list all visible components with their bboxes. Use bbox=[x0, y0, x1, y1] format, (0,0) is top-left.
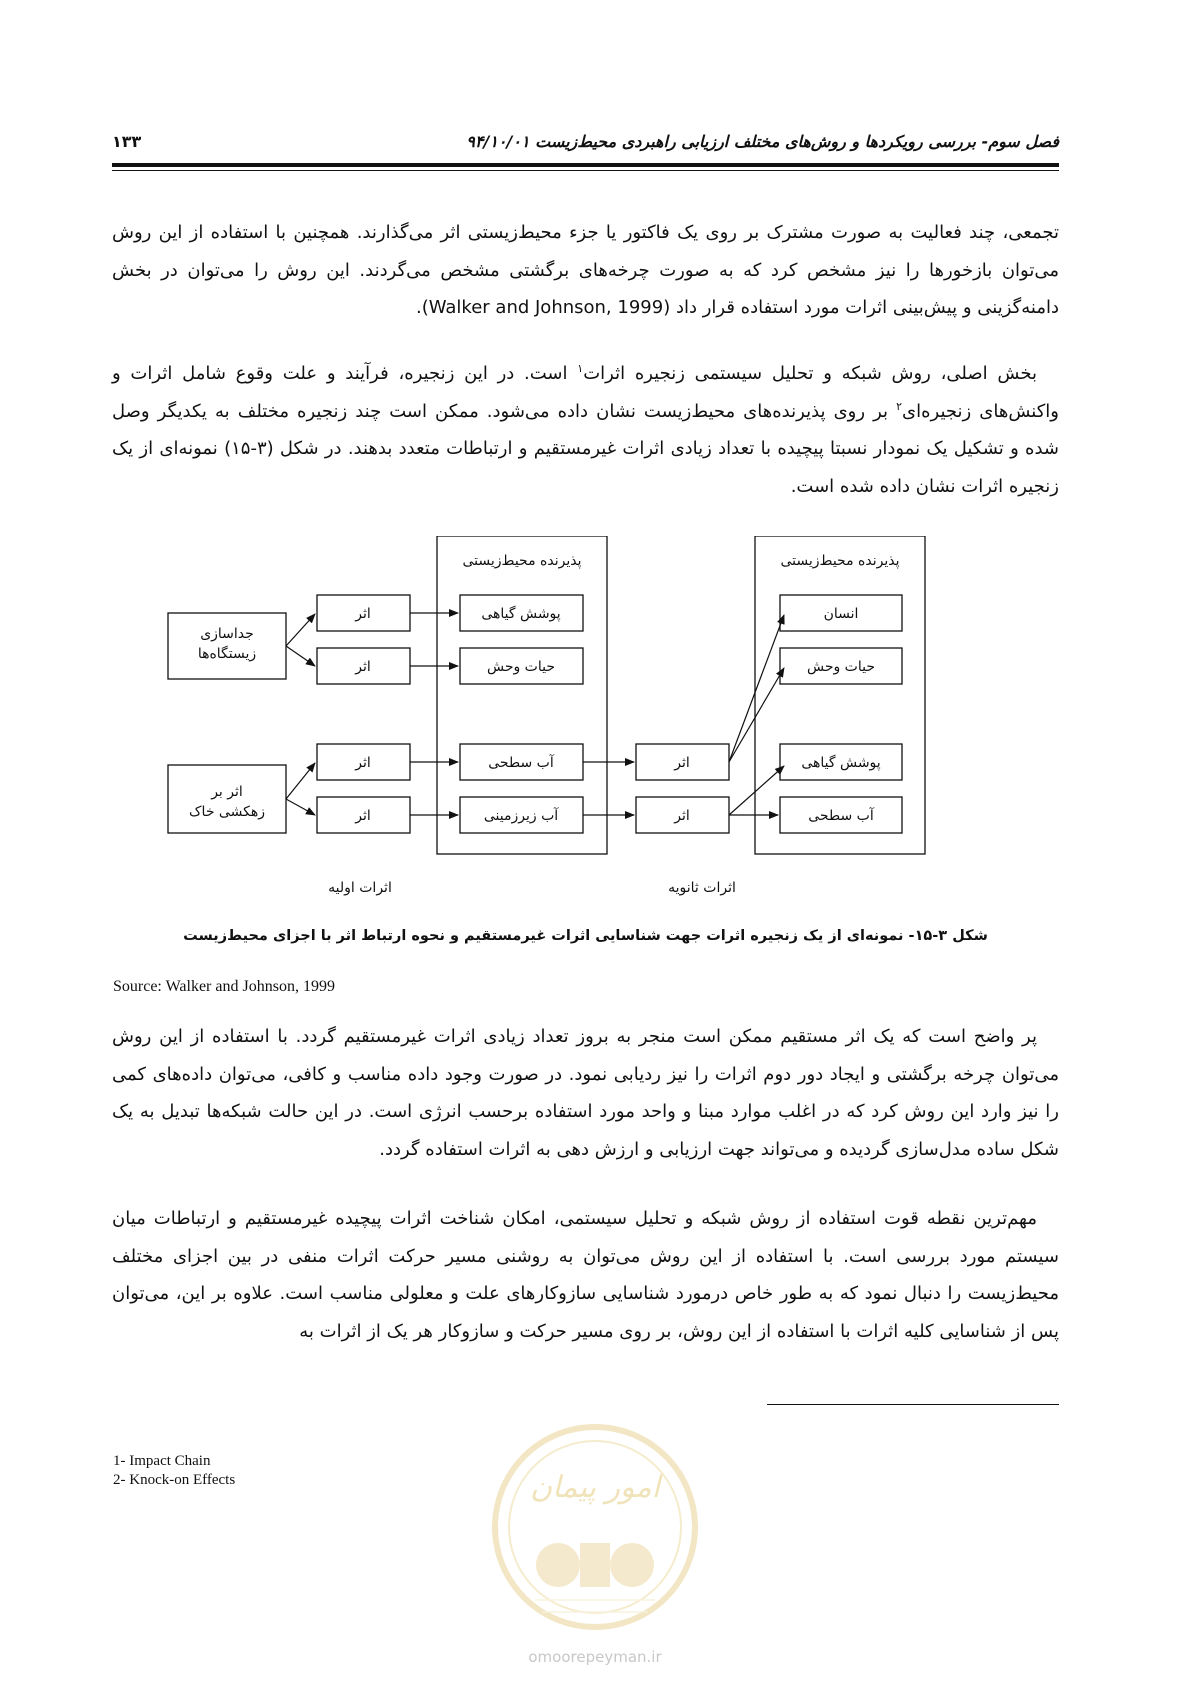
header-rule-thin bbox=[112, 170, 1059, 171]
receptor-group-title: پذیرنده محیط‌زیستی bbox=[780, 553, 900, 569]
paragraph-2: بخش اصلی، روش شبکه و تحلیل سیستمی زنجیره اثرات$^۱$ است. در این زنجیره، فرآیند و علت وقوع شامل اثرات و واکنش‌های زنجیره‌ای$^۲$ بر روی پذیرنده‌های محیط‌زیست نشان داده می‌شود. ممکن است چند زنجیره مختلف به یکدیگر وصل شده و تشکیل یک نمودار نسبتا پیچیده با تعداد زیادی اثرات غیرمستقیم و ارتباطات متعدد بدهند. در شکل (۳-۱۵) نمونه‌ای از یک زنجیره اثرات نشان داده شده است. bbox=[112, 362, 1059, 497]
receptor-label: پوشش گیاهی bbox=[481, 606, 561, 622]
footnote-rule bbox=[767, 1404, 1059, 1405]
footnotes bbox=[113, 1452, 235, 1490]
running-header bbox=[112, 128, 1059, 158]
footnote-ref-1[interactable]: ۱ bbox=[577, 362, 584, 375]
effect-label: اثر bbox=[674, 755, 690, 771]
citation: (Walker and Johnson, 1999) bbox=[421, 297, 671, 318]
effect-label: اثر bbox=[355, 755, 371, 771]
source-label: اثر بر زهکشی خاک bbox=[189, 784, 265, 820]
effect-label: اثر bbox=[355, 606, 371, 622]
receptor-group-primary bbox=[437, 536, 607, 854]
figure-source: Source: Walker and Johnson, 1999 bbox=[113, 978, 335, 995]
receptor-label: آب سطحی bbox=[808, 808, 874, 824]
watermark-logo bbox=[480, 1415, 710, 1645]
secondary-effects-label: اثرات ثانویه bbox=[668, 880, 736, 896]
receptor-label: آب زیرزمینی bbox=[483, 808, 559, 824]
effect-label: اثر bbox=[355, 659, 371, 675]
footnote-ref-2[interactable]: ۲ bbox=[896, 399, 903, 413]
effect-label: اثر bbox=[674, 808, 690, 824]
chapter-title: فصل سوم- بررسی رویکردها و روش‌های مختلف ارزیابی راهبردی محیط‌زیست ۹۴/۱۰/۰۱ bbox=[466, 132, 1059, 151]
effect-label: اثر bbox=[355, 808, 371, 824]
header-rule-thick bbox=[112, 163, 1059, 167]
primary-effects-label: اثرات اولیه bbox=[328, 880, 392, 896]
impact-chain-diagram bbox=[160, 536, 1030, 906]
figure-caption: شکل ۳-۱۵- نمونه‌ای از یک زنجیره اثرات جهت شناسایی اثرات غیرمستقیم و نحوه ارتباط اثر با اجزای محیط‌زیست bbox=[183, 928, 988, 944]
receptor-label: آب سطحی bbox=[488, 755, 554, 771]
receptor-group-title: پذیرنده محیط‌زیستی bbox=[462, 553, 582, 569]
receptor-label: انسان bbox=[823, 606, 859, 622]
paragraph-4: مهم‌ترین نقطه قوت استفاده از روش شبکه و تحلیل سیستمی، امکان شناخت اثرات پیچیده غیرمستقیم و ارتباطات میان سیستم مورد بررسی است. با استفاده از این روش می‌توان به روشنی مسیر حرکت اثرات منفی در بین اجزای مختلف محیط‌زیست را دنبال نمود که به طور خاص درمورد شناسایی سازوکارهای علت و معلولی مناسب است. علاوه بر این، می‌توان پس از شناسایی کلیه اثرات با استفاده از این روش، بر روی مسیر حرکت و سازوکار هر یک از اثرات به bbox=[112, 1208, 1059, 1342]
footnote-1: 1- Impact Chain bbox=[113, 1453, 211, 1469]
footnote-2: 2- Knock-on Effects bbox=[113, 1472, 236, 1488]
paragraph-1: تجمعی، چند فعالیت به صورت مشترک بر روی یک فاکتور یا جزء محیط‌زیستی اثر می‌گذارند. همچنین با استفاده از این روش می‌توان بازخورها را نیز مشخص کرد که به صورت چرخه‌های برگشتی مشخص می‌گردند. این روش را می‌توان در بخش دامنه‌گزینی و پیش‌بینی اثرات مورد استفاده قرار داد (Walker and Johnson, 1999). bbox=[112, 222, 1059, 318]
watermark-site: omoorepeyman.ir bbox=[528, 1648, 662, 1666]
source-label: جداسازی زیستگاه‌ها bbox=[197, 626, 257, 662]
receptor-label: حیات وحش bbox=[806, 659, 876, 675]
paragraph-3: پر واضح است که یک اثر مستقیم ممکن است منجر به بروز تعداد زیادی اثرات غیرمستقیم گردد. با استفاده از این روش می‌توان چرخه برگشتی و ایجاد دور دوم اثرات را نیز ردیابی نمود. در صورت وجود داده مناسب و کافی، می‌توان داده‌های کمی را نیز وارد این روش کرد که در اغلب موارد مبنا و واحد مورد استفاده برحسب انرژی است. در این حالت شبکه‌ها تبدیل به یک شکل ساده مدل‌سازی گردیده و می‌تواند جهت ارزیابی و ارزش دهی به اثرات استفاده گردد. bbox=[112, 1026, 1059, 1160]
page-number: ۱۳۳ bbox=[112, 132, 142, 151]
receptor-label: پوشش گیاهی bbox=[801, 755, 881, 771]
watermark-logo-text: امور پیمان bbox=[530, 1470, 660, 1505]
receptor-label: حیات وحش bbox=[486, 659, 556, 675]
